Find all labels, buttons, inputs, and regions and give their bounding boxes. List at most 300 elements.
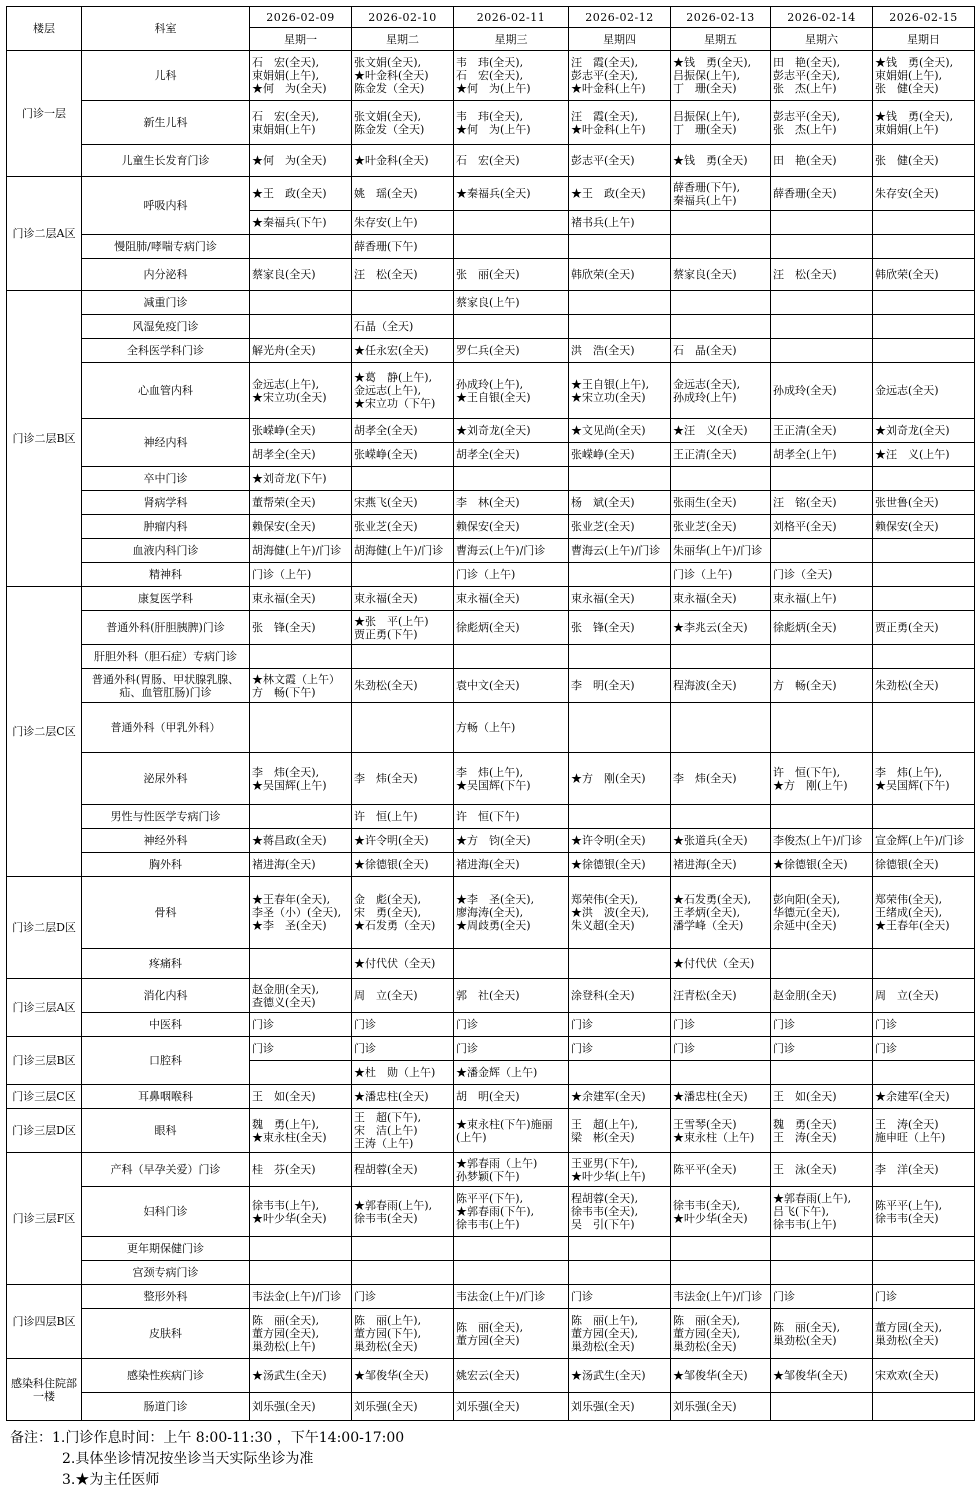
floor-cell [7,51,82,177]
department-cell [82,877,250,949]
doctor-schedule-cell [873,363,975,419]
doctor-schedule-cell [454,949,569,979]
doctor-schedule-cell [454,315,569,339]
doctor-list: 徐彪炳(全天) [773,621,837,634]
department-cell [82,1013,250,1037]
doctor-schedule-cell [873,1013,975,1037]
department-label: 中医科 [149,1018,182,1031]
doctor-list: 束永福(全天) [673,592,737,605]
doctor-schedule-cell [250,1109,352,1153]
department-label: 普通外科(胃肠、甲状腺乳腺、疝、血管肛肠)门诊 [91,672,240,699]
doctor-schedule-cell [352,339,454,363]
doctor-list: 门诊（全天) [773,568,833,581]
doctor-list: 周 立(全天) [354,989,418,1002]
doctor-list: ★郭春雨(上午), 吕飞(下午), 徐韦韦(上午) [773,1192,852,1231]
note-star-legend: 3.★为主任医师 [62,1472,160,1488]
doctor-list: 郑荣伟(全天), ★洪 波(全天), 朱义超(全天) [571,893,650,932]
department-label: 血液内科门诊 [132,544,199,557]
doctor-list: 李 炜(全天), ★吴国辉(上午) [252,765,327,792]
doctor-list: 孙成玲(全天) [773,384,837,397]
department-cell [82,145,250,177]
doctor-schedule-cell [671,101,771,145]
department-label: 胸外科 [149,858,182,871]
note-actual: 2.具体坐诊情况按坐诊当天实际坐诊为准 [62,1451,314,1467]
doctor-schedule-cell [454,563,569,587]
doctor-list: 彭向阳(全天), 华德元(全天), 余延中(全天) [773,893,841,932]
doctor-list: 门诊（上午) [673,568,733,581]
doctor-schedule-cell [352,419,454,443]
doctor-schedule-cell [873,177,975,211]
doctor-schedule-cell [671,363,771,419]
doctor-schedule-cell [250,315,352,339]
doctor-schedule-cell [771,979,873,1013]
date-header: 2026-02-15 [873,7,975,28]
doctor-schedule-cell [671,1085,771,1109]
table-row [7,877,975,949]
doctor-schedule-cell [771,315,873,339]
doctor-list: 魏 勇(全天) 王 涛(全天) [773,1117,837,1144]
doctor-list: ★林文霞（上午）方 畅(下午) [252,672,340,699]
doctor-list: 门诊 [354,1290,376,1303]
doctor-list: 石晶（全天) [354,320,414,333]
doctor-schedule-cell [671,315,771,339]
doctor-list: 陈平平(上午), 徐韦韦(全天) [875,1198,943,1225]
table-row [7,363,975,419]
doctor-schedule-cell [569,339,671,363]
doctor-list: ★徐德银(全天) [773,858,848,871]
doctor-list: 门诊 [875,1018,897,1031]
doctor-list: ★王 政(全天) [571,187,646,200]
department-cell [82,491,250,515]
doctor-list: 金远志(上午), ★宋立功(全天) [252,377,327,404]
department-label: 肝胆外科（胆石症）专病门诊 [94,650,237,663]
doctor-schedule-cell [569,669,671,703]
doctor-list: 门诊 [875,1042,897,1055]
doctor-list: 张文娟(全天), 陈金发（全天) [354,109,425,136]
floor-label: 感染科住院部 一楼 [11,1376,77,1403]
doctor-list: 张 锋(全天) [252,621,316,634]
doctor-list: ★余建军(全天) [571,1090,646,1103]
doctor-list: 王 如(全天) [252,1090,316,1103]
doctor-schedule-cell [873,753,975,805]
department-label: 减重门诊 [143,296,188,309]
doctor-list: 束永福(全天) [354,592,418,605]
doctor-list: 束永福(全天) [571,592,635,605]
doctor-schedule-cell [569,1237,671,1261]
doctor-schedule-cell [771,259,873,291]
department-label: 皮肤科 [149,1327,182,1340]
department-cell [82,645,250,669]
doctor-schedule-cell [771,101,873,145]
doctor-schedule-cell [671,177,771,211]
doctor-list: 张嵘峥(全天) [354,448,418,461]
doctor-schedule-cell [454,979,569,1013]
doctor-list: ★束永柱(下午)施丽(上午) [456,1117,553,1144]
table-row [7,315,975,339]
doctor-list: 王亚男(下午), ★叶少华(上午) [571,1156,646,1183]
department-cell [82,1037,250,1085]
doctor-list: 薛香珊(下午) [354,240,418,253]
doctor-schedule-cell [873,979,975,1013]
doctor-schedule-cell [250,1285,352,1309]
doctor-list: ★刘奇龙(全天) [456,424,531,437]
doctor-list: ★钱 勇(全天) [673,154,748,167]
doctor-schedule-cell [873,235,975,259]
weekday-header: 星期一 [250,28,352,51]
doctor-list: ★李 圣(全天), 廖海涛(全天), ★周歧勇(全天) [456,893,535,932]
department-label: 神经内科 [143,436,188,449]
doctor-schedule-cell [454,259,569,291]
doctor-list: 李 炜(上午), ★吴国辉(下午) [456,765,531,792]
doctor-schedule-cell [250,1393,352,1421]
doctor-schedule-cell [873,145,975,177]
doctor-schedule-cell [352,805,454,829]
doctor-list: 门诊 [773,1290,795,1303]
doctor-list: 徐韦韦(全天), ★叶少华(全天) [673,1198,748,1225]
doctor-list: 门诊 [773,1042,795,1055]
doctor-schedule-cell [454,611,569,645]
doctor-schedule-cell [569,1261,671,1285]
doctor-list: 门诊 [773,1018,795,1031]
doctor-schedule-cell [873,563,975,587]
doctor-list: ★许令明(全天) [571,834,646,847]
doctor-schedule-cell [569,539,671,563]
doctor-schedule-cell [352,669,454,703]
date-header: 2026-02-14 [771,7,873,28]
doctor-schedule-cell [771,877,873,949]
doctor-list: 朱劲松(全天) [354,679,418,692]
doctor-schedule-cell [454,587,569,611]
department-cell [82,291,250,315]
doctor-list: 褚进海(全天) [456,858,520,871]
department-cell [82,177,250,235]
department-cell [82,853,250,877]
floor-cell [7,177,82,291]
doctor-list: 张业芝(全天) [571,520,635,533]
doctor-schedule-cell [873,703,975,753]
table-row [7,259,975,291]
doctor-schedule-cell [771,949,873,979]
doctor-schedule-cell [771,669,873,703]
department-label: 风湿免疫门诊 [132,320,199,333]
doctor-schedule-cell [671,145,771,177]
doctor-list: ★蒋昌政(全天) [252,834,327,847]
doctor-list: 褚书兵(上午) [571,216,635,229]
department-label: 更年期保健门诊 [127,1242,204,1255]
doctor-schedule-cell [352,645,454,669]
doctor-schedule-cell [250,211,352,235]
doctor-list: 彭志平(全天) [571,154,635,167]
doctor-schedule-cell [250,611,352,645]
doctor-schedule-cell [671,1237,771,1261]
doctor-schedule-cell [250,949,352,979]
doctor-schedule-cell [352,979,454,1013]
doctor-schedule-cell [771,51,873,101]
doctor-schedule-cell [250,1309,352,1359]
doctor-schedule-cell [569,1285,671,1309]
doctor-list: 金 彪(全天), 宋 勇(全天), ★石发勇（全天) [354,893,436,932]
doctor-list: ★叶金科(全天) [354,154,429,167]
doctor-schedule-cell [352,1237,454,1261]
department-cell [82,1153,250,1187]
doctor-list: 金远志(全天), 孙成玲(上午) [673,377,741,404]
doctor-list: 薛香珊(下午), 秦福兵(上午) [673,180,741,207]
doctor-schedule-cell [771,1393,873,1421]
doctor-list: 蔡家良(上午) [456,296,520,309]
doctor-list: 汪 霞(全天), 彭志平(全天), ★叶金科(上午) [571,56,646,95]
doctor-schedule-cell [671,753,771,805]
table-row [7,51,975,101]
floor-label: 门诊二层D区 [12,921,76,934]
doctor-list: 蔡家良(全天) [252,268,316,281]
doctor-schedule-cell [454,539,569,563]
table-row [7,587,975,611]
doctor-schedule-cell [873,1393,975,1421]
doctor-list: 门诊 [571,1042,593,1055]
department-cell [82,419,250,467]
doctor-schedule-cell [352,51,454,101]
doctor-list: 王 如(全天) [773,1090,837,1103]
doctor-schedule-cell [569,1359,671,1393]
doctor-schedule-cell [352,145,454,177]
doctor-schedule-cell [352,1153,454,1187]
doctor-schedule-cell [771,211,873,235]
doctor-schedule-cell [352,291,454,315]
doctor-schedule-cell [454,177,569,211]
doctor-list: 方 畅(全天) [773,679,837,692]
floor-cell [7,979,82,1037]
floor-label: 门诊二层A区 [12,227,76,240]
table-row [7,1393,975,1421]
doctor-schedule-cell [352,1085,454,1109]
doctor-schedule-cell [771,177,873,211]
doctor-list: 李 洋(全天) [875,1163,939,1176]
doctor-list: ★许令明(全天) [354,834,429,847]
doctor-schedule-cell [250,145,352,177]
department-label: 宫颈专病门诊 [132,1266,199,1279]
department-label: 肠道门诊 [143,1400,188,1413]
table-row [7,491,975,515]
doctor-schedule-cell [873,491,975,515]
table-row [7,1261,975,1285]
doctor-schedule-cell [250,291,352,315]
department-label: 新生儿科 [143,116,188,129]
doctor-schedule-cell [250,805,352,829]
doctor-list: ★徐德银(全天) [571,858,646,871]
doctor-schedule-cell [771,1309,873,1359]
doctor-schedule-cell [771,291,873,315]
doctor-list: 张嵘峥(全天) [571,448,635,461]
note-hours: 备注：1.门诊作息时间：上午 8:00-11:30 ，下午14:00-17:00 [10,1430,405,1446]
doctor-schedule-cell [352,1359,454,1393]
doctor-schedule-cell [569,211,671,235]
doctor-list: 李 林(全天) [456,496,520,509]
doctor-list: 程海波(全天) [673,679,737,692]
doctor-list: 姚宏云(全天) [456,1369,520,1382]
doctor-list: 门诊 [252,1042,274,1055]
doctor-list: 王 泳(全天) [773,1163,837,1176]
doctor-schedule-cell [569,101,671,145]
doctor-list: 韦法金(上午)/门诊 [673,1290,763,1303]
doctor-list: 门诊 [354,1018,376,1031]
doctor-list: 田 艳(全天), 彭志平(全天), 张 杰(上午) [773,56,841,95]
doctor-list: 张文娟(全天), ★叶金科(全天) 陈金发（全天) [354,56,429,95]
doctor-list: 胡 明(全天) [456,1090,520,1103]
doctor-list: 罗仁兵(全天) [456,344,520,357]
doctor-schedule-cell [454,805,569,829]
table-row [7,1285,975,1309]
doctor-list: 王正清(全天) [773,424,837,437]
floor-cell [7,291,82,587]
doctor-schedule-cell [250,703,352,753]
doctor-schedule-cell [352,211,454,235]
doctor-schedule-cell [873,949,975,979]
doctor-schedule-cell [250,563,352,587]
doctor-schedule-cell [671,1013,771,1037]
doctor-list: 胡海健(上午)/门诊 [252,544,342,557]
doctor-schedule-cell [771,443,873,467]
doctor-list: 赖保安(全天) [252,520,316,533]
department-label: 男性与性医学专病门诊 [110,810,221,823]
doctor-schedule-cell [671,51,771,101]
doctor-schedule-cell [352,1187,454,1237]
department-label: 全科医学科门诊 [127,344,204,357]
doctor-list: 程胡蓉(全天) [354,1163,418,1176]
doctor-schedule-cell [671,979,771,1013]
department-cell [82,259,250,291]
doctor-schedule-cell [873,339,975,363]
doctor-schedule-cell [454,1013,569,1037]
department-label: 感染性疾病门诊 [127,1369,204,1382]
doctor-schedule-cell [873,1309,975,1359]
doctor-list: ★钱 勇(全天), 吕振保(上午), 丁 珊(全天) [673,56,752,95]
department-cell [82,563,250,587]
doctor-list: 张 锋(全天) [571,621,635,634]
department-label: 泌尿外科 [143,772,188,785]
doctor-schedule-cell [873,1037,975,1061]
doctor-schedule-cell [250,515,352,539]
doctor-list: 赵金朋(全天) [773,989,837,1002]
doctor-list: ★钱 勇(全天), 束娟娟(上午) [875,109,954,136]
doctor-schedule-cell [569,363,671,419]
department-label: 整形外科 [143,1290,188,1303]
doctor-list: 陈平平(下午), ★郭春雨(下午), 徐韦韦(上午) [456,1192,535,1231]
doctor-schedule-cell [671,877,771,949]
department-cell [82,979,250,1013]
doctor-list: 胡孝全(上午) [773,448,837,461]
floor-label: 门诊三层D区 [12,1124,76,1137]
department-cell [82,611,250,645]
table-row [7,1037,975,1061]
department-label: 内分泌科 [143,268,188,281]
doctor-list: 程胡蓉(全天), 徐韦韦(全天), 吴 引(下午) [571,1192,639,1231]
doctor-list: 张 丽(全天) [456,268,520,281]
doctor-schedule-cell [771,1061,873,1085]
weekday-header: 星期六 [771,28,873,51]
doctor-schedule-cell [250,491,352,515]
department-label: 神经外科 [143,834,188,847]
department-label: 肿瘤内科 [143,520,188,533]
department-cell [82,467,250,491]
doctor-list: 郭 社(全天) [456,989,520,1002]
date-header: 2026-02-13 [671,7,771,28]
doctor-schedule-cell [250,339,352,363]
doctor-schedule-cell [771,145,873,177]
floor-header: 楼层 [7,7,82,51]
doctor-list: ★石发勇(全天), 王孝炳(全天), 潘学峰（全天) [673,893,752,932]
doctor-schedule-cell [569,235,671,259]
doctor-schedule-cell [873,419,975,443]
doctor-list: 田 艳(全天) [773,154,837,167]
doctor-list: 门诊 [354,1042,376,1055]
doctor-list: 彭志平(全天), 张 杰(上午) [773,109,841,136]
table-row [7,611,975,645]
doctor-list: 薛香珊(全天) [773,187,837,200]
department-cell [82,1285,250,1309]
doctor-schedule-cell [671,419,771,443]
floor-cell [7,877,82,979]
weekday-header: 星期二 [352,28,454,51]
department-cell [82,235,250,259]
doctor-schedule-cell [771,491,873,515]
doctor-list: ★王 政(全天) [252,187,327,200]
doctor-schedule-cell [671,491,771,515]
doctor-list: ★文见尚(全天) [571,424,646,437]
floor-label: 门诊二层C区 [12,725,76,738]
weekday-header: 星期五 [671,28,771,51]
doctor-schedule-cell [569,587,671,611]
doctor-schedule-cell [671,563,771,587]
table-header [7,7,975,51]
doctor-schedule-cell [671,669,771,703]
department-cell [82,515,250,539]
doctor-list: 王 涛(全天) 施申旺（上午) [875,1117,946,1144]
doctor-list: 许 恒(下午), ★方 刚(上午) [773,765,848,792]
doctor-list: 刘乐强(全天) [673,1400,737,1413]
date-header: 2026-02-11 [454,7,569,28]
doctor-list: 汪青松(全天) [673,989,737,1002]
doctor-schedule-cell [671,1187,771,1237]
doctor-schedule-cell [771,1261,873,1285]
doctor-schedule-cell [250,829,352,853]
doctor-list: ★潘忠柱(全天) [673,1090,748,1103]
department-label: 口腔科 [149,1054,182,1067]
doctor-list: ★郭春雨(上午), 徐韦韦(全天) [354,1198,433,1225]
table-row [7,979,975,1013]
doctor-list: 褚进海(全天) [673,858,737,871]
doctor-list: 石 宏(全天), 束娟娟(上午) [252,109,320,136]
department-label: 卒中门诊 [143,472,188,485]
department-cell [82,587,250,611]
date-header: 2026-02-12 [569,7,671,28]
department-cell [82,805,250,829]
table-row [7,177,975,211]
doctor-schedule-cell [569,1013,671,1037]
doctor-schedule-cell [569,611,671,645]
doctor-schedule-cell [454,1393,569,1421]
doctor-schedule-cell [250,1237,352,1261]
floor-label: 门诊三层A区 [12,1001,76,1014]
doctor-schedule-cell [873,669,975,703]
doctor-schedule-cell [352,1393,454,1421]
doctor-schedule-cell [873,587,975,611]
doctor-schedule-cell [569,1061,671,1085]
doctor-schedule-cell [873,259,975,291]
doctor-schedule-cell [569,853,671,877]
department-label: 儿科 [154,69,177,82]
doctor-schedule-cell [771,419,873,443]
department-cell [82,703,250,753]
